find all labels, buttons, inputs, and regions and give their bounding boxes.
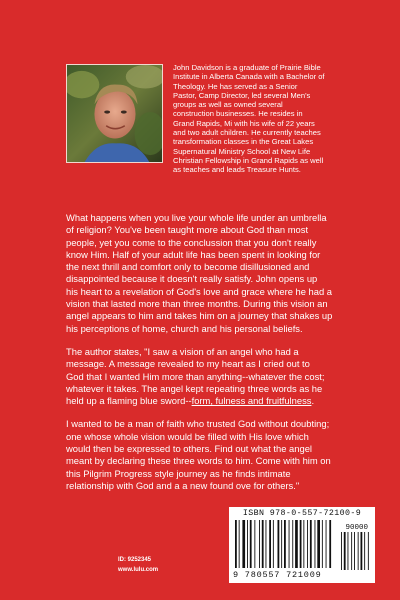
- description-paragraph-2: [66, 346, 370, 407]
- isbn-label: ISBN 978-0-557-72100-9: [242, 509, 362, 518]
- description-line: The author states, "I saw a vision of an angel who had a: [66, 345, 299, 357]
- description-line: What happens when you live your whole life under an umbrella: [66, 212, 327, 223]
- description-line: God that I wanted Him more than anything--whatever the cost;: [66, 370, 325, 382]
- barcode-bar: [247, 520, 248, 568]
- description-line: disappointed because it doesn't really satisfy. John opens up: [66, 273, 318, 285]
- barcode-number: 9 780557 721009: [233, 570, 322, 580]
- author-bio: John Davidson is a graduate of Prairie Bible Institute in Alberta Canada with a Bachelor of Theology. He has served as a Senior Pastor, Camp Director, led several Men's groups as well as owned several construction businesses. He resides in Grand Rapids, Mi with his wife of 22 years and two adult children. He currently teaches transformation classes in the Great Lakes Supernatural Ministry School at New Life Christian Fellowship in Grand Rapids as well as teaches and leads Treasure Hunts.: [173, 63, 325, 175]
- barcode-bar: [262, 520, 264, 568]
- barcode-bar: [295, 520, 298, 568]
- author-photo-image: [67, 65, 162, 162]
- description-line: I wanted to be a man of faith who trusted God without doubting;: [66, 418, 330, 430]
- barcode-bars: [233, 518, 371, 572]
- book-description: [66, 212, 370, 503]
- barcode-bar: [315, 520, 316, 568]
- barcode-bar: [317, 520, 320, 568]
- author-photo: [66, 64, 163, 163]
- publisher-url: www.lulu.com: [118, 567, 159, 573]
- three-words-underlined: form, fulness and fruitfulness: [191, 395, 312, 407]
- description-line: whatever it takes. The angel kept repeating three words as he: [66, 382, 323, 394]
- price-code: 90000: [345, 524, 368, 532]
- barcode-bar: [250, 520, 252, 568]
- barcode-bar: [358, 532, 359, 570]
- barcode-bar: [273, 520, 274, 568]
- description-line: people, yet you come to the conclussion that you don't really: [66, 236, 317, 248]
- barcode-bar: [310, 520, 312, 568]
- description-paragraph-3: [66, 418, 370, 492]
- barcode-bar: [254, 520, 255, 568]
- barcode-bar: [344, 532, 346, 570]
- isbn-barcode: [229, 507, 375, 583]
- barcode-bar: [348, 532, 349, 570]
- barcode-bar: [341, 532, 342, 570]
- barcode-bar: [351, 532, 352, 570]
- description-text: .: [311, 395, 315, 407]
- barcode-bar: [307, 520, 308, 568]
- barcode-bar: [322, 520, 323, 568]
- barcode-bar: [326, 520, 327, 568]
- description-line: his heart to a revelation of God's love and grace where he had a: [66, 285, 333, 297]
- description-line: one whose whole vision would be filled with His love which: [66, 430, 309, 442]
- barcode-bar: [239, 520, 240, 568]
- description-line: message. A message revealed to my heart as I cried out to: [66, 358, 310, 370]
- publisher-id: ID: 9252345: [118, 557, 152, 563]
- description-line: know Him. Half of your adult life has been spent in looking for: [66, 248, 321, 260]
- barcode-bar: [300, 520, 302, 568]
- barcode-bar: [266, 520, 267, 568]
- description-text: held up a flaming blue sword--: [66, 395, 192, 407]
- barcode-bar: [284, 520, 286, 568]
- barcode-bar: [242, 520, 245, 568]
- description-line: this Pilgrim Progress style journey as he finds intimate: [66, 467, 291, 479]
- description-line: angel appears to him and takes him on a journey that shakes up: [66, 310, 333, 322]
- barcode-bar: [278, 520, 280, 568]
- barcode-bar: [292, 520, 293, 568]
- description-line: of religion? You've been taught more about God than most: [66, 224, 309, 236]
- description-line: his perceptions of home, church and his personal beliefs.: [66, 322, 303, 334]
- description-line: [66, 395, 370, 407]
- barcode-bar: [303, 520, 304, 568]
- description-line: meant by declaring these three words to him. Come with him on: [66, 455, 331, 467]
- barcode-bar: [235, 520, 237, 568]
- barcode-bar: [289, 520, 290, 568]
- barcode-bar: [259, 520, 260, 568]
- description-line: relationship with God and a a new found ove for others.": [66, 479, 300, 491]
- description-paragraph-1: [66, 212, 370, 335]
- barcode-bar: [329, 520, 331, 568]
- description-line: would then be expressed to others. Find out what the angel: [66, 443, 312, 455]
- barcode-bar: [361, 532, 363, 570]
- barcode-bar: [368, 532, 369, 570]
- description-line: the next thrill and comfort only to become disillusioned and: [66, 261, 310, 273]
- barcode-bar: [354, 532, 355, 570]
- description-line: vision that lasted more than three months. During this vision an: [66, 298, 328, 310]
- barcode-bar: [364, 532, 365, 570]
- barcode-bar: [281, 520, 282, 568]
- barcode-bar: [269, 520, 271, 568]
